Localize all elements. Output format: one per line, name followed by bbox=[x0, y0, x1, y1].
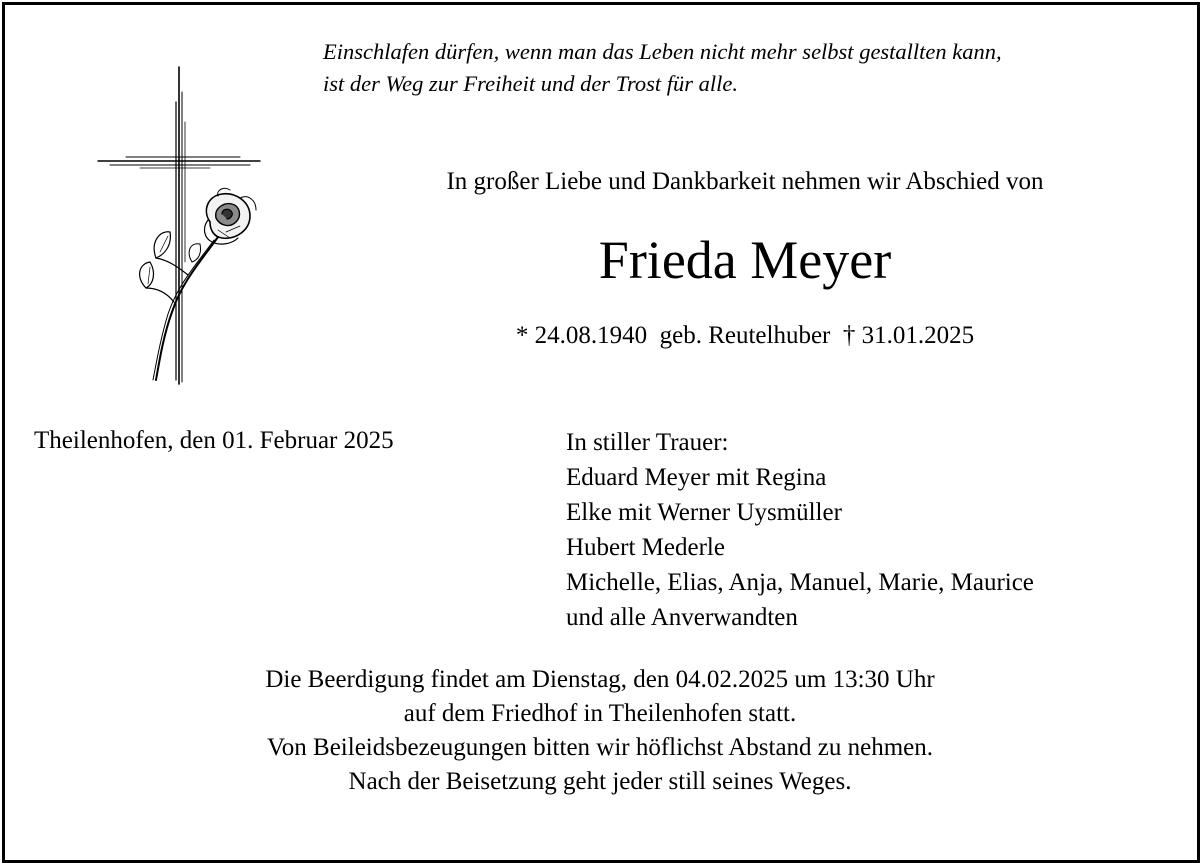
deceased-name: Frieda Meyer bbox=[598, 230, 892, 290]
funeral-line: Von Beileidsbezeugungen bitten wir höflichst Abstand zu nehmen. bbox=[266, 734, 934, 761]
life-dates: * 24.08.1940 geb. Reutelhuber † 31.01.2025 bbox=[515, 322, 975, 349]
mourners-heading: In stiller Trauer: bbox=[566, 429, 729, 456]
mourner-line: Eduard Meyer mit Regina bbox=[566, 464, 827, 491]
intro-text: In großer Liebe und Dankbarkeit nehmen wir Abschied von bbox=[446, 168, 1044, 195]
motto-line-1: Einschlafen dürfen, wenn man das Leben nicht mehr selbst gestallten kann, bbox=[323, 39, 1002, 64]
motto-line-2: ist der Weg zur Freiheit und der Trost für alle. bbox=[323, 71, 739, 96]
mourners-block bbox=[566, 425, 1034, 635]
funeral-line: Die Beerdigung findet am Dienstag, den 04.02.2025 um 13:30 Uhr bbox=[265, 666, 935, 693]
mourner-line: und alle Anverwandten bbox=[566, 604, 798, 631]
funeral-line: auf dem Friedhof in Theilenhofen statt. bbox=[403, 700, 797, 727]
mourner-line: Michelle, Elias, Anja, Manuel, Marie, Maurice bbox=[566, 569, 1034, 596]
funeral-line: Nach der Beisetzung geht jeder still seines Weges. bbox=[348, 768, 852, 795]
place-and-date: Theilenhofen, den 01. Februar 2025 bbox=[34, 427, 394, 454]
mourner-line: Elke mit Werner Uysmüller bbox=[566, 499, 842, 526]
funeral-info bbox=[0, 663, 1200, 799]
motto-quote bbox=[323, 36, 1183, 100]
mourner-line: Hubert Mederle bbox=[566, 534, 725, 561]
